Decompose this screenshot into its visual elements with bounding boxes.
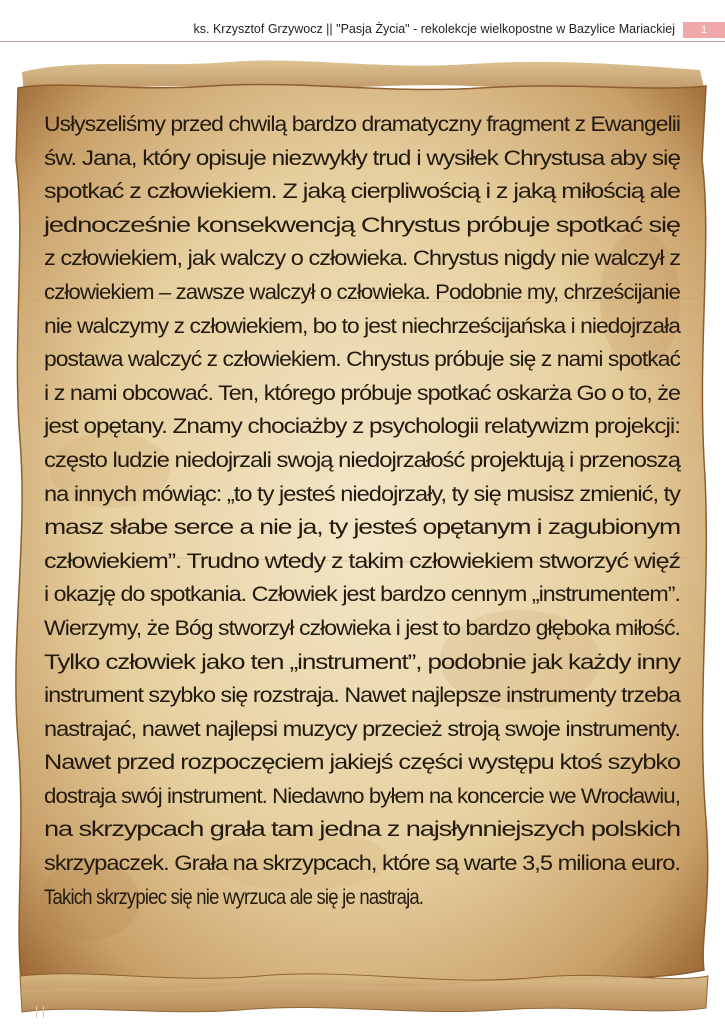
text-line: jest opętany. Znamy chociażby z psychologii relatywizm projekcji: xyxy=(44,414,680,439)
text-line: często ludzie niedojrzali swoją niedojrzałość projektują i przenoszą xyxy=(44,447,680,472)
page-header xyxy=(0,18,725,42)
text-line: i z nami obcować. Ten, którego próbuje spotkać oskarża Go o to, że xyxy=(44,380,680,405)
text-line: skrzypaczek. Grała na skrzypcach, które są warte 3,5 miliona euro. xyxy=(44,851,681,876)
text-line: nie walczymy z człowiekiem, bo to jest niechrześcijańska i niedojrzała xyxy=(44,313,680,338)
text-line: masz słabe serce a nie ja, ty jesteś opętanym i zagubionym xyxy=(44,515,680,540)
text-line: człowiekiem”. Trudno wtedy z takim człowiekiem stworzyć więź xyxy=(44,548,680,573)
text-line: człowiekiem – zawsze walczył o człowieka. Podobnie my, chrześcijanie xyxy=(44,279,680,304)
text-line: na skrzypcach grała tam jedna z najsłynniejszych polskich xyxy=(44,817,680,842)
running-title: ks. Krzysztof Grzywocz || "Pasja Życia" - rekolekcje wielkopostne w Bazylice Mariackiej xyxy=(193,22,675,36)
text-line: Takich skrzypiec się nie wyrzuca ale się je nastraja. xyxy=(44,884,424,909)
parchment-background xyxy=(0,40,725,1024)
page-number-badge: 1 xyxy=(683,22,725,38)
text-line: nastrajać, nawet najlepsi muzycy przecież stroją swoje instrumenty. xyxy=(44,716,680,741)
text-line: postawa walczyć z człowiekiem. Chrystus próbuje się z nami spotkać xyxy=(44,347,680,372)
text-line: św. Jana, który opisuje niezwykły trud i wysiłek Chrystusa aby się xyxy=(44,145,680,170)
text-line: jednocześnie konsekwencją Chrystus próbuje spotkać się xyxy=(44,212,680,237)
text-line: instrument szybko się rozstraja. Nawet najlepsze instrumenty trzeba xyxy=(44,683,681,708)
text-line: i okazję do spotkania. Człowiek jest bardzo cennym „instrumentem”. xyxy=(44,582,680,607)
text-line: dostraja swój instrument. Niedawno byłem na koncercie we Wrocławiu, xyxy=(44,783,680,808)
text-line: Usłyszeliśmy przed chwilą bardzo dramatyczny fragment z Ewangelii xyxy=(44,112,680,136)
text-line: Wierzymy, że Bóg stworzył człowieka i jest to bardzo głęboka miłość. xyxy=(44,615,680,640)
text-line: z człowiekiem, jak walczy o człowieka. Chrystus nigdy nie walczył z xyxy=(44,246,681,271)
text-line: Tylko człowiek jako ten „instrument”, podobnie jak każdy inny xyxy=(44,649,680,674)
text-line: na innych mówiąc: „to ty jesteś niedojrzały, ty się musisz zmienić, ty xyxy=(44,481,680,506)
text-line: spotkać z człowiekiem. Z jaką cierpliwością i z jaką miłością ale xyxy=(44,179,680,204)
corner-mark xyxy=(36,1006,44,1018)
body-text xyxy=(44,108,680,914)
text-line: Nawet przed rozpoczęciem jakiejś części występu ktoś szybko xyxy=(44,750,680,775)
